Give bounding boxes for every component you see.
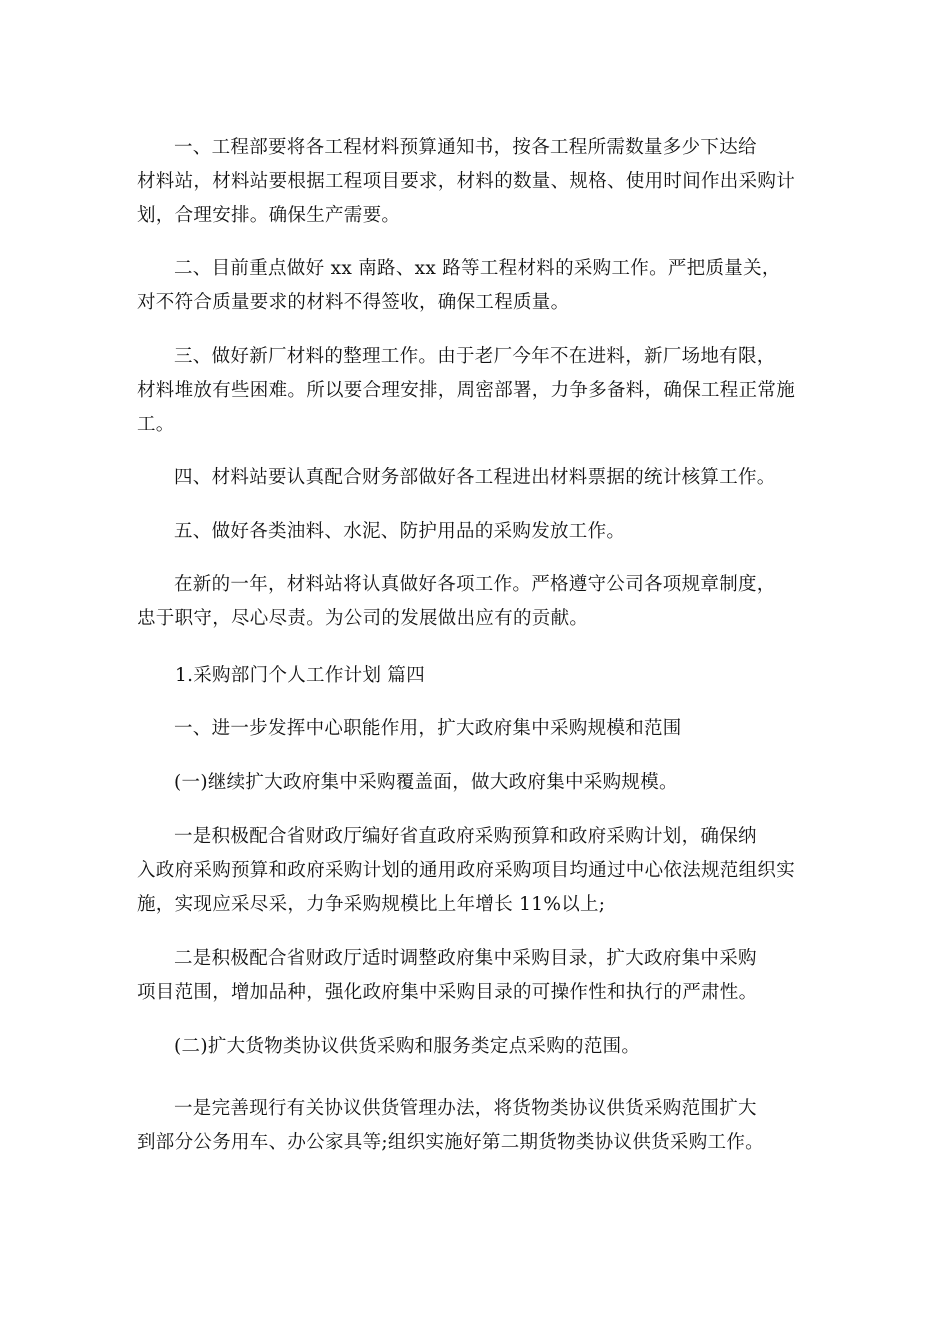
text-line: (一)继续扩大政府集中采购覆盖面，做大政府集中采购规模。	[174, 772, 678, 793]
text-line: 对不符合质量要求的材料不得签收，确保工程质量。	[137, 292, 570, 313]
paragraph-2	[137, 252, 827, 320]
paragraph-10	[137, 942, 827, 1010]
paragraph-12	[137, 1092, 827, 1160]
text-line: 一是积极配合省财政厅编好省直政府采购预算和政府采购计划，确保纳	[174, 826, 757, 847]
text-line: 四、材料站要认真配合财务部做好各工程进出材料票据的统计核算工作。	[174, 467, 776, 488]
paragraph-9	[137, 820, 827, 922]
text-line: 在新的一年，材料站将认真做好各项工作。严格遵守公司各项规章制度，	[174, 574, 776, 595]
paragraph-4	[137, 461, 827, 495]
text-line: 一是完善现行有关协议供货管理办法，将货物类协议供货采购范围扩大	[174, 1098, 757, 1119]
paragraph-11	[137, 1030, 827, 1064]
paragraph-5	[137, 515, 827, 549]
text-line: 一、工程部要将各工程材料预算通知书，按各工程所需数量多少下达给	[174, 137, 757, 158]
text-line: 工。	[137, 414, 175, 435]
paragraph-7	[137, 712, 827, 746]
text-line: 三、做好新厂材料的整理工作。由于老厂今年不在进料，新厂场地有限，	[174, 346, 776, 367]
text-line: 忠于职守，尽心尽责。为公司的发展做出应有的贡献。	[137, 608, 589, 629]
section-heading: 1.采购部门个人工作计划 篇四	[175, 665, 426, 686]
paragraph-8	[137, 766, 827, 800]
text-line: 划，合理安排。确保生产需要。	[137, 205, 401, 226]
text-line: 到部分公务用车、办公家具等;组织实施好第二期货物类协议供货采购工作。	[137, 1132, 764, 1153]
text-line: 五、做好各类油料、水泥、防护用品的采购发放工作。	[174, 521, 626, 542]
text-line: 材料堆放有些困难。所以要合理安排，周密部署，力争多备料，确保工程正常施	[137, 380, 796, 401]
text-line: 项目范围，增加品种，强化政府集中采购目录的可操作性和执行的严肃性。	[137, 982, 758, 1003]
paragraph-6	[137, 568, 827, 636]
text-line: 二是积极配合省财政厅适时调整政府集中采购目录，扩大政府集中采购	[174, 948, 757, 969]
text-line: 入政府采购预算和政府采购计划的通用政府采购项目均通过中心依法规范组织实	[137, 860, 796, 881]
text-line: 材料站，材料站要根据工程项目要求，材料的数量、规格、使用时间作出采购计	[137, 171, 796, 192]
text-line: 一、进一步发挥中心职能作用，扩大政府集中采购规模和范围	[174, 718, 682, 739]
text-line: 施，实现应采尽采，力争采购规模比上年增长 11%以上;	[137, 894, 606, 915]
text-line: (二)扩大货物类协议供货采购和服务类定点采购的范围。	[174, 1036, 641, 1057]
paragraph-1	[137, 131, 827, 233]
paragraph-3	[137, 340, 827, 442]
text-line: 二、目前重点做好 xx 南路、xx 路等工程材料的采购工作。严把质量关，	[174, 258, 781, 279]
